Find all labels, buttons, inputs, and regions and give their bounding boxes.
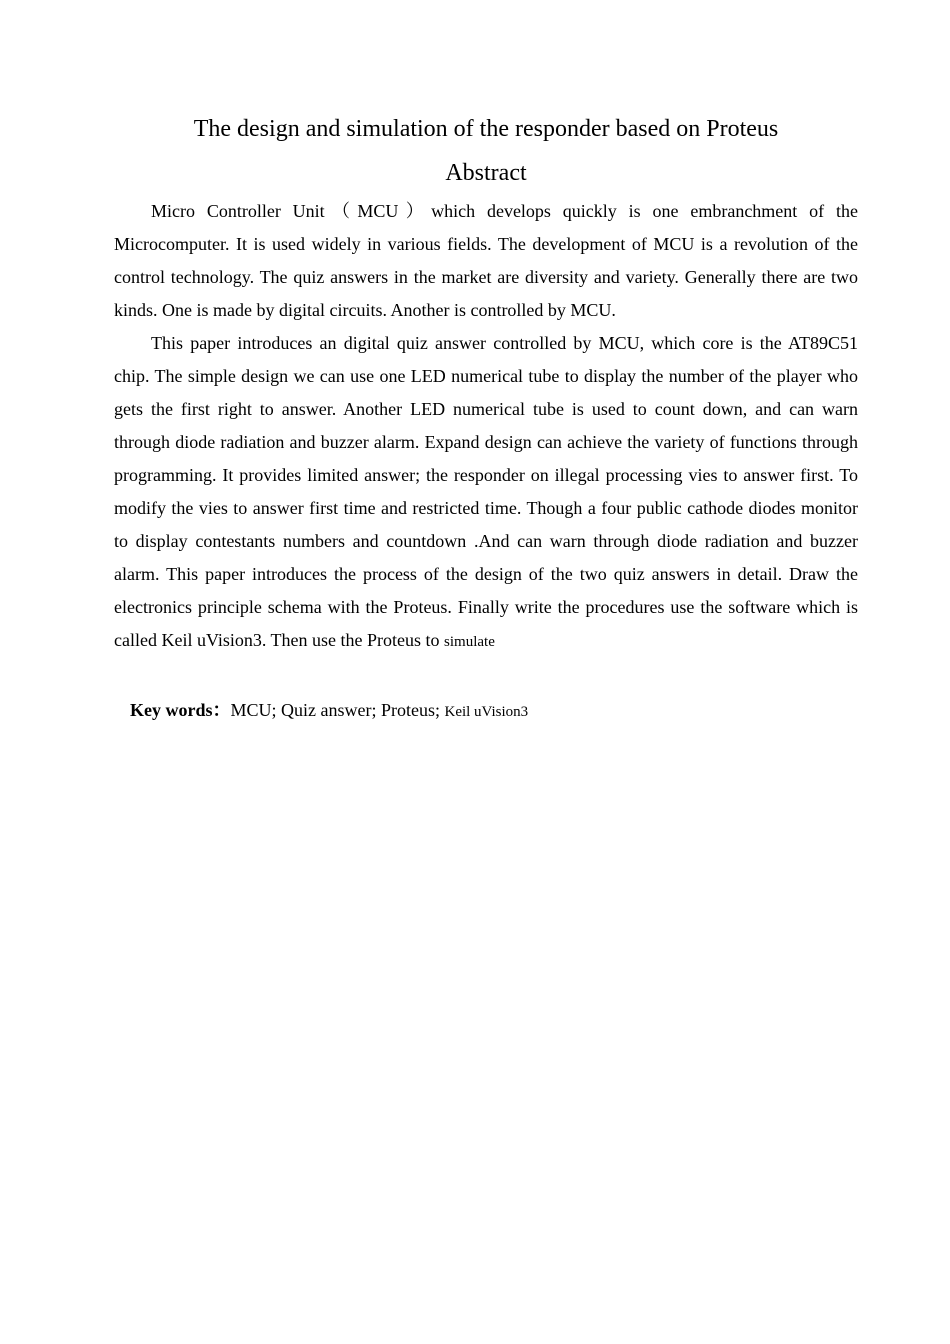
keywords-line [130, 694, 858, 729]
abstract-heading: Abstract [445, 160, 527, 186]
abstract-section [114, 111, 858, 729]
keywords-label: Key words： [130, 700, 231, 720]
keywords-list: MCU; Quiz answer; Proteus; [230, 700, 445, 720]
abstract-paragraph-2-text: This paper introduces an digital quiz answer controlled by MCU, which core is the AT89C51 chip. The simple design we can use one LED numerical tube to display the number of the player who gets the first right to answer. Another LED numerical tube is used to count down, and can warn through diode radiation and buzzer alarm. Expand design can achieve the variety of functions through programming. It provides limited answer; the responder on illegal processing vies to answer first. To modify the vies to answer first time and restricted time. Though a four public cathode diodes monitor to display contestants numbers and countdown .And can warn through diode radiation and buzzer alarm. This paper introduces the process of the design of the two quiz answers in detail. Draw the electronics principle schema with the Proteus. Finally write the procedures use the software which is called Keil uVision3. Then use the Proteus to [114, 333, 858, 650]
abstract-paragraph-2 [114, 327, 858, 659]
paper-title: The design and simulation of the responder based on Proteus [193, 116, 779, 142]
keywords-list-tail: Keil uVision3 [444, 704, 529, 720]
abstract-paragraph-1: Micro Controller Unit（MCU）which develops quickly is one embranchment of the Microcomputer. It is used widely in various fields. The development of MCU is a revolution of the control technology. The quiz answers in the market are diversity and variety. Generally there are two kinds. One is made by digital circuits. Another is controlled by MCU. [114, 201, 858, 320]
abstract-paragraph-2-tail: simulate [444, 634, 495, 650]
